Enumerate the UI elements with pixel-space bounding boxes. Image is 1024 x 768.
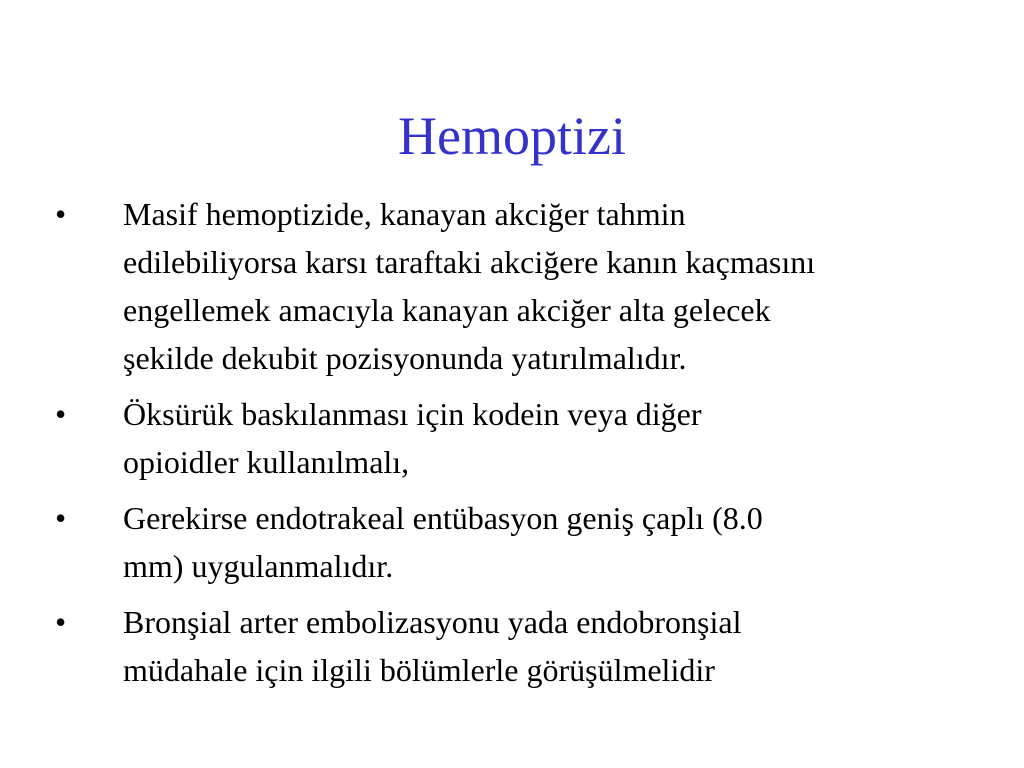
- bullet-text: Masif hemoptizide, kanayan akciğer tahmin edilebiliyorsa karsı taraftaki akciğere kanın kaçmasını engellemek amacıyla kanayan akciğer alta gelecek şekilde dekubit pozisyonunda yatırılmalıdır.: [123, 196, 816, 376]
- bullet-item: [0, 190, 1024, 382]
- bullet-icon: •: [55, 604, 67, 640]
- bullet-text: Bronşial arter embolizasyonu yada endobronşial müdahale için ilgili bölümlerle görüşülmelidir: [123, 604, 742, 688]
- slide-title: Hemoptizi: [398, 106, 626, 166]
- bullet-text: Gerekirse endotrakeal entübasyon geniş çaplı (8.0 mm) uygulanmalıdır.: [123, 500, 763, 584]
- bullet-item: [0, 494, 1024, 590]
- bullet-text: Öksürük baskılanması için kodein veya diğer opioidler kullanılmalı,: [123, 396, 702, 480]
- bullet-icon: •: [55, 500, 67, 536]
- bullet-icon: •: [55, 196, 67, 232]
- bullet-icon: •: [55, 396, 67, 432]
- bullet-list: [0, 190, 1024, 702]
- bullet-item: [0, 598, 1024, 694]
- bullet-item: [0, 390, 1024, 486]
